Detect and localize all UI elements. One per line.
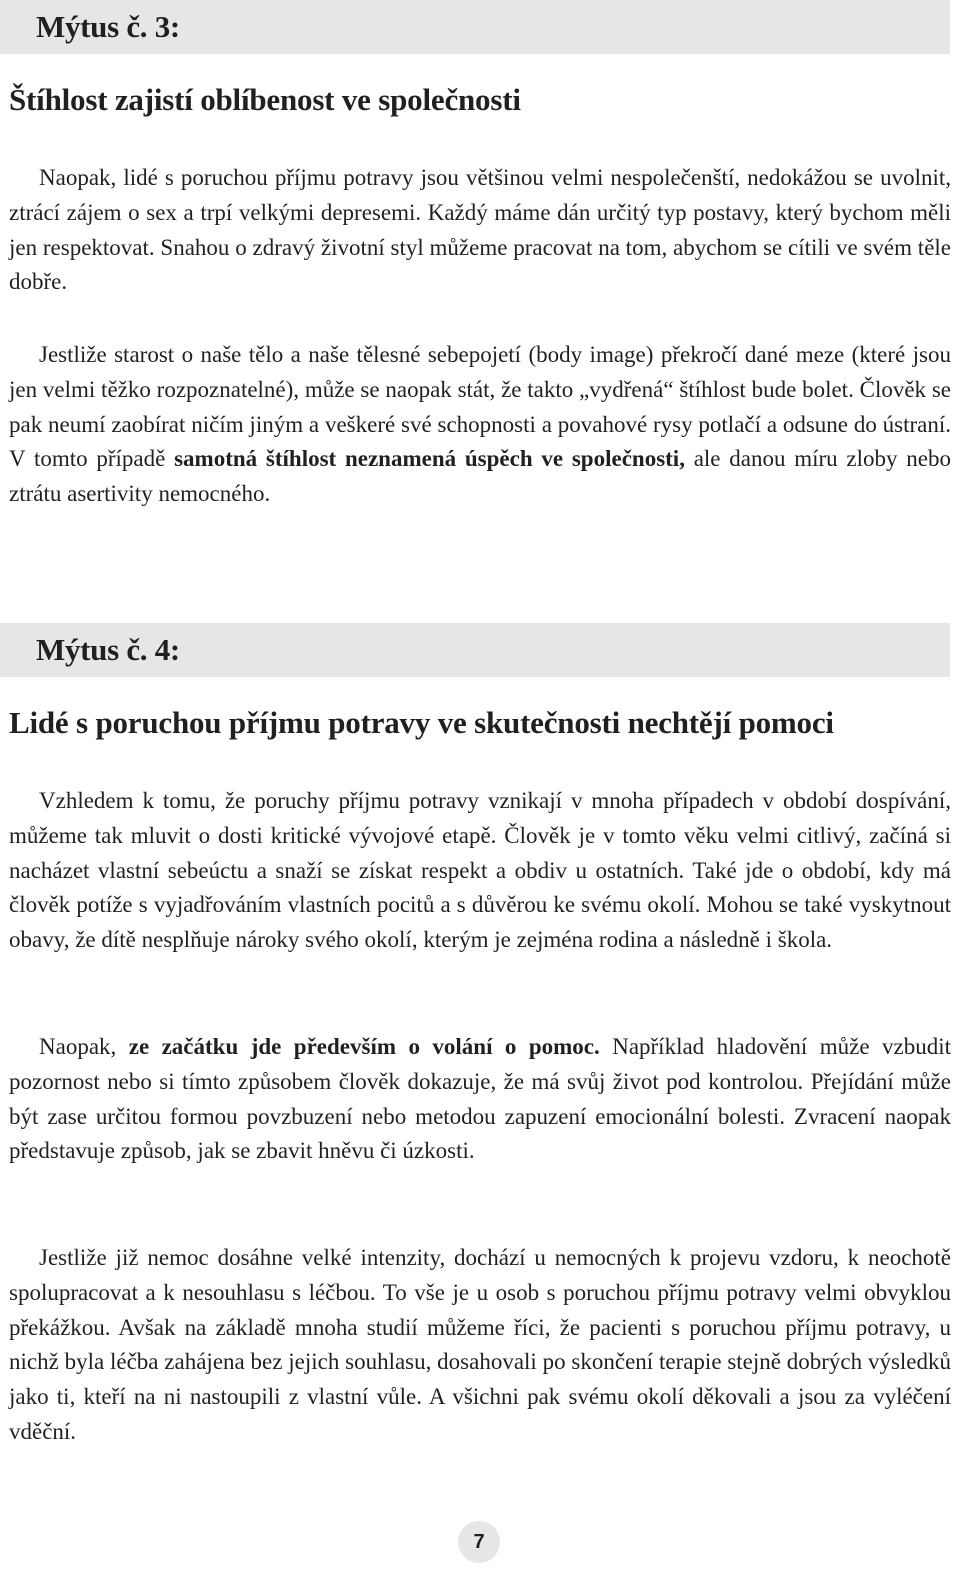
myth-3-banner (0, 0, 950, 54)
myth-3-paragraph-2 (9, 338, 951, 512)
myth-3-title: Štíhlost zajistí oblíbenost ve společnosti (9, 82, 521, 117)
myth-4-paragraph-1: Vzhledem k tomu, že poruchy příjmu potravy vznikají v mnoha případech v období dospívání, můžeme tak mluvit o dosti kritické vývojové etapě. Člověk je v tomto věku velmi citlivý, začíná si nacházet vlastní sebeúctu a snaží se získat respekt a obdiv u ostatních. Také jde o období, kdy má člověk potíže s vyjadřováním vlastních pocitů a s důvěrou ke svému okolí. Mohou se také vyskytnout obavy, že dítě nesplňuje nároky svého okolí, kterým je zejména rodina a následně i škola. (9, 788, 951, 953)
paragraph-text: Jestliže starost o naše tělo a naše tělesné sebepojetí (body image) překročí dané meze (které jsou jen velmi těžko rozpoznatelné), může se naopak stát, že takto „vydřená“ štíhlost bude bolet. Člověk se pak neumí zaobírat ničím jiným a veškeré své schopnosti a povahové rysy potlačí a odsune do ústraní. V tomto případě (9, 342, 951, 472)
myth-4-banner (0, 623, 950, 677)
paragraph-text: Například hladovění může vzbudit pozornost nebo si tímto způsobem člověk dokazuje, že má svůj život pod kontrolou. Přejídání může být zase určitou formou povzbuzení nebo metodou zapuzení emocionální bolesti. Zvracení naopak představuje způsob, jak se zbavit hněvu či úzkosti. (9, 1034, 951, 1164)
paragraph-bold-text: samotná štíhlost neznamená úspěch ve společnosti, (174, 446, 685, 472)
myth-3-label: Mýtus č. 3: (36, 9, 180, 44)
myth-4-label: Mýtus č. 4: (36, 632, 180, 667)
myth-4-title: Lidé s poruchou příjmu potravy ve skutečnosti nechtějí pomoci (9, 705, 834, 740)
myth-4-paragraph-2 (9, 1030, 951, 1169)
myth-3-paragraph-1: Naopak, lidé s poruchou příjmu potravy jsou většinou velmi nespolečenští, nedokážou se uvolnit, ztrácí zájem o sex a trpí velkými depresemi. Každý máme dán určitý typ postavy, který bychom měli jen respektovat. Snahou o zdravý životní styl můžeme pracovat na tom, abychom se cítili ve svém těle dobře. (9, 165, 951, 295)
myth-4-paragraph-3: Jestliže již nemoc dosáhne velké intenzity, dochází u nemocných k projevu vzdoru, k neochotě spolupracovat a k nesouhlasu s léčbou. To vše je u osob s poruchou příjmu potravy velmi obvyklou překážkou. Avšak na základě mnoha studií můžeme říci, že pacienti s poruchou příjmu potravy, u nichž byla léčba zahájena bez jejich souhlasu, dosahovali po skončení terapie stejně dobrých výsledků jako ti, kteří na ni nastoupili z vlastní vůle. A všichni pak svému okolí děkovali a jsou za vyléčení vděční. (9, 1245, 951, 1444)
paragraph-text: ale danou míru zloby nebo ztrátu asertivity nemocného. (9, 446, 951, 507)
page-number: 7 (458, 1521, 500, 1563)
paragraph-bold-text: ze začátku jde především o volání o pomoc. (128, 1034, 600, 1059)
paragraph-text: Naopak, (39, 1034, 129, 1059)
